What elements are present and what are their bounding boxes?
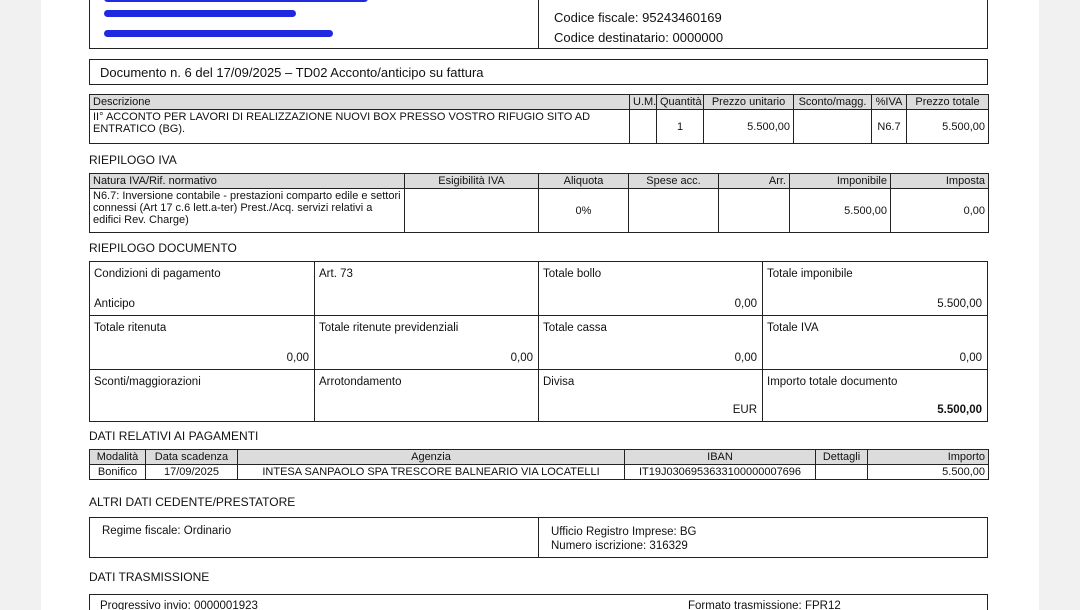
col-iva: %IVA xyxy=(872,95,907,110)
riepilogo-iva-header xyxy=(90,174,989,189)
cell-aliquota: 0% xyxy=(539,189,629,233)
col-prezzo-totale: Prezzo totale xyxy=(907,95,989,110)
trasmissione-box xyxy=(89,594,988,610)
cell-um xyxy=(630,110,657,144)
sconti-cell xyxy=(90,370,315,421)
redacted-text xyxy=(104,10,296,17)
col-data-scadenza: Data scadenza xyxy=(146,450,238,465)
invoice-page xyxy=(41,0,1039,610)
altri-dati-box xyxy=(89,517,988,558)
col-imposta: Imposta xyxy=(891,174,989,189)
condizioni-label: Condizioni di pagamento xyxy=(94,268,221,280)
pagamenti-header xyxy=(90,450,989,465)
riepilogo-iva-table xyxy=(89,173,989,233)
col-sconto: Sconto/magg. xyxy=(794,95,872,110)
cell-imposta: 0,00 xyxy=(891,189,989,233)
table-row xyxy=(90,465,989,480)
document-header: Documento n. 6 del 17/09/2025 – TD02 Acconto/anticipo su fattura xyxy=(89,59,988,85)
cell-natura: N6.7: Inversione contabile - prestazioni comparto edile e settori connessi (Art 17 c.6 lett.a-ter) Prest./Acq. servizi relativi a edifici Rev. Charge) xyxy=(90,189,405,233)
totale-bollo-cell xyxy=(539,262,763,316)
col-prezzo-unitario: Prezzo unitario xyxy=(704,95,794,110)
cell-data-scadenza: 17/09/2025 xyxy=(146,465,238,480)
ritenute-prev-label: Totale ritenute previdenziali xyxy=(319,322,459,334)
totale-ritenuta-cell xyxy=(90,316,315,370)
sconti-label: Sconti/maggiorazioni xyxy=(94,376,201,388)
cell-esigibilita xyxy=(405,189,539,233)
altri-dati-title: ALTRI DATI CEDENTE/PRESTATORE xyxy=(89,495,296,509)
condizioni-cell xyxy=(90,262,315,316)
cell-importo: 5.500,00 xyxy=(868,465,989,480)
col-agenzia: Agenzia xyxy=(238,450,625,465)
cell-spese xyxy=(629,189,719,233)
col-iban: IBAN xyxy=(625,450,816,465)
totale-imponibile-cell xyxy=(763,262,987,316)
totale-imponibile-label: Totale imponibile xyxy=(767,268,853,280)
pagamenti-table xyxy=(89,449,989,480)
pagamenti-title: DATI RELATIVI AI PAGAMENTI xyxy=(89,429,259,443)
client-codice-destinatario: Codice destinatario: 0000000 xyxy=(554,30,724,45)
cell-iban: IT19J0306953633100000007696 xyxy=(625,465,816,480)
riepilogo-documento-title: RIEPILOGO DOCUMENTO xyxy=(89,241,237,255)
art-label: Art. 73 xyxy=(319,268,353,280)
totale-iva-cell xyxy=(763,316,987,370)
table-row xyxy=(90,189,989,233)
ritenute-prev-value: 0,00 xyxy=(510,352,533,364)
totale-iva-value: 0,00 xyxy=(959,352,982,364)
riepilogo-documento-grid xyxy=(89,261,988,422)
party-divider xyxy=(538,0,539,48)
redacted-text xyxy=(104,30,333,37)
riepilogo-iva-title: RIEPILOGO IVA xyxy=(89,153,177,167)
totale-ritenuta-label: Totale ritenuta xyxy=(94,322,167,334)
col-natura: Natura IVA/Rif. normativo xyxy=(90,174,405,189)
cell-descrizione: II° ACCONTO PER LAVORI DI REALIZZAZIONE NUOVI BOX PRESSO VOSTRO RIFUGIO SITO AD ENTRATICO (BG). xyxy=(90,110,630,144)
col-arr: Arr. xyxy=(719,174,790,189)
lines-table-header xyxy=(90,95,989,110)
cell-modalita: Bonifico xyxy=(90,465,146,480)
progressivo-invio: Progressivo invio: 0000001923 xyxy=(100,600,258,610)
totale-bollo-value: 0,00 xyxy=(734,298,757,310)
totale-cassa-value: 0,00 xyxy=(734,352,757,364)
ufficio-registro: Ufficio Registro Imprese: BG xyxy=(551,526,697,538)
altri-dati-divider xyxy=(538,518,539,557)
divisa-cell xyxy=(539,370,763,421)
formato-trasmissione: Formato trasmissione: FPR12 xyxy=(688,600,841,610)
client-codice-fiscale: Codice fiscale: 95243460169 xyxy=(554,10,722,25)
col-descrizione: Descrizione xyxy=(90,95,630,110)
importo-totale-cell xyxy=(763,370,987,421)
cell-imponibile: 5.500,00 xyxy=(790,189,891,233)
totale-iva-label: Totale IVA xyxy=(767,322,819,334)
col-um: U.M. xyxy=(630,95,657,110)
divisa-label: Divisa xyxy=(543,376,575,388)
cell-quantita: 1 xyxy=(657,110,704,144)
importo-totale-label: Importo totale documento xyxy=(767,376,898,388)
trasmissione-title: DATI TRASMISSIONE xyxy=(89,570,210,584)
cell-prezzo-totale: 5.500,00 xyxy=(907,110,989,144)
col-importo: Importo xyxy=(868,450,989,465)
cell-agenzia: INTESA SANPAOLO SPA TRESCORE BALNEARIO VIA LOCATELLI xyxy=(238,465,625,480)
col-aliquota: Aliquota xyxy=(539,174,629,189)
cell-iva: N6.7 xyxy=(872,110,907,144)
table-row xyxy=(90,110,989,144)
divisa-value: EUR xyxy=(732,404,757,416)
col-spese: Spese acc. xyxy=(629,174,719,189)
ritenute-prev-cell xyxy=(315,316,539,370)
totale-imponibile-value: 5.500,00 xyxy=(937,298,982,310)
lines-table xyxy=(89,94,989,144)
condizioni-value: Anticipo xyxy=(94,298,135,310)
col-esigibilita: Esigibilità IVA xyxy=(405,174,539,189)
redacted-text xyxy=(104,0,368,2)
totale-cassa-cell xyxy=(539,316,763,370)
cell-dettagli xyxy=(816,465,868,480)
totale-ritenuta-value: 0,00 xyxy=(286,352,309,364)
col-quantita: Quantità xyxy=(657,95,704,110)
arrotondamento-cell xyxy=(315,370,539,421)
cell-prezzo-unitario: 5.500,00 xyxy=(704,110,794,144)
cell-arr xyxy=(719,189,790,233)
art-cell xyxy=(315,262,539,316)
col-dettagli: Dettagli xyxy=(816,450,868,465)
totale-bollo-label: Totale bollo xyxy=(543,268,602,280)
numero-iscrizione: Numero iscrizione: 316329 xyxy=(551,540,688,552)
arrotondamento-label: Arrotondamento xyxy=(319,376,402,388)
party-box xyxy=(89,0,988,49)
totale-cassa-label: Totale cassa xyxy=(543,322,607,334)
regime-fiscale: Regime fiscale: Ordinario xyxy=(102,525,232,537)
col-modalita: Modalità xyxy=(90,450,146,465)
col-imponibile: Imponibile xyxy=(790,174,891,189)
importo-totale-value: 5.500,00 xyxy=(937,404,982,416)
cell-sconto xyxy=(794,110,872,144)
